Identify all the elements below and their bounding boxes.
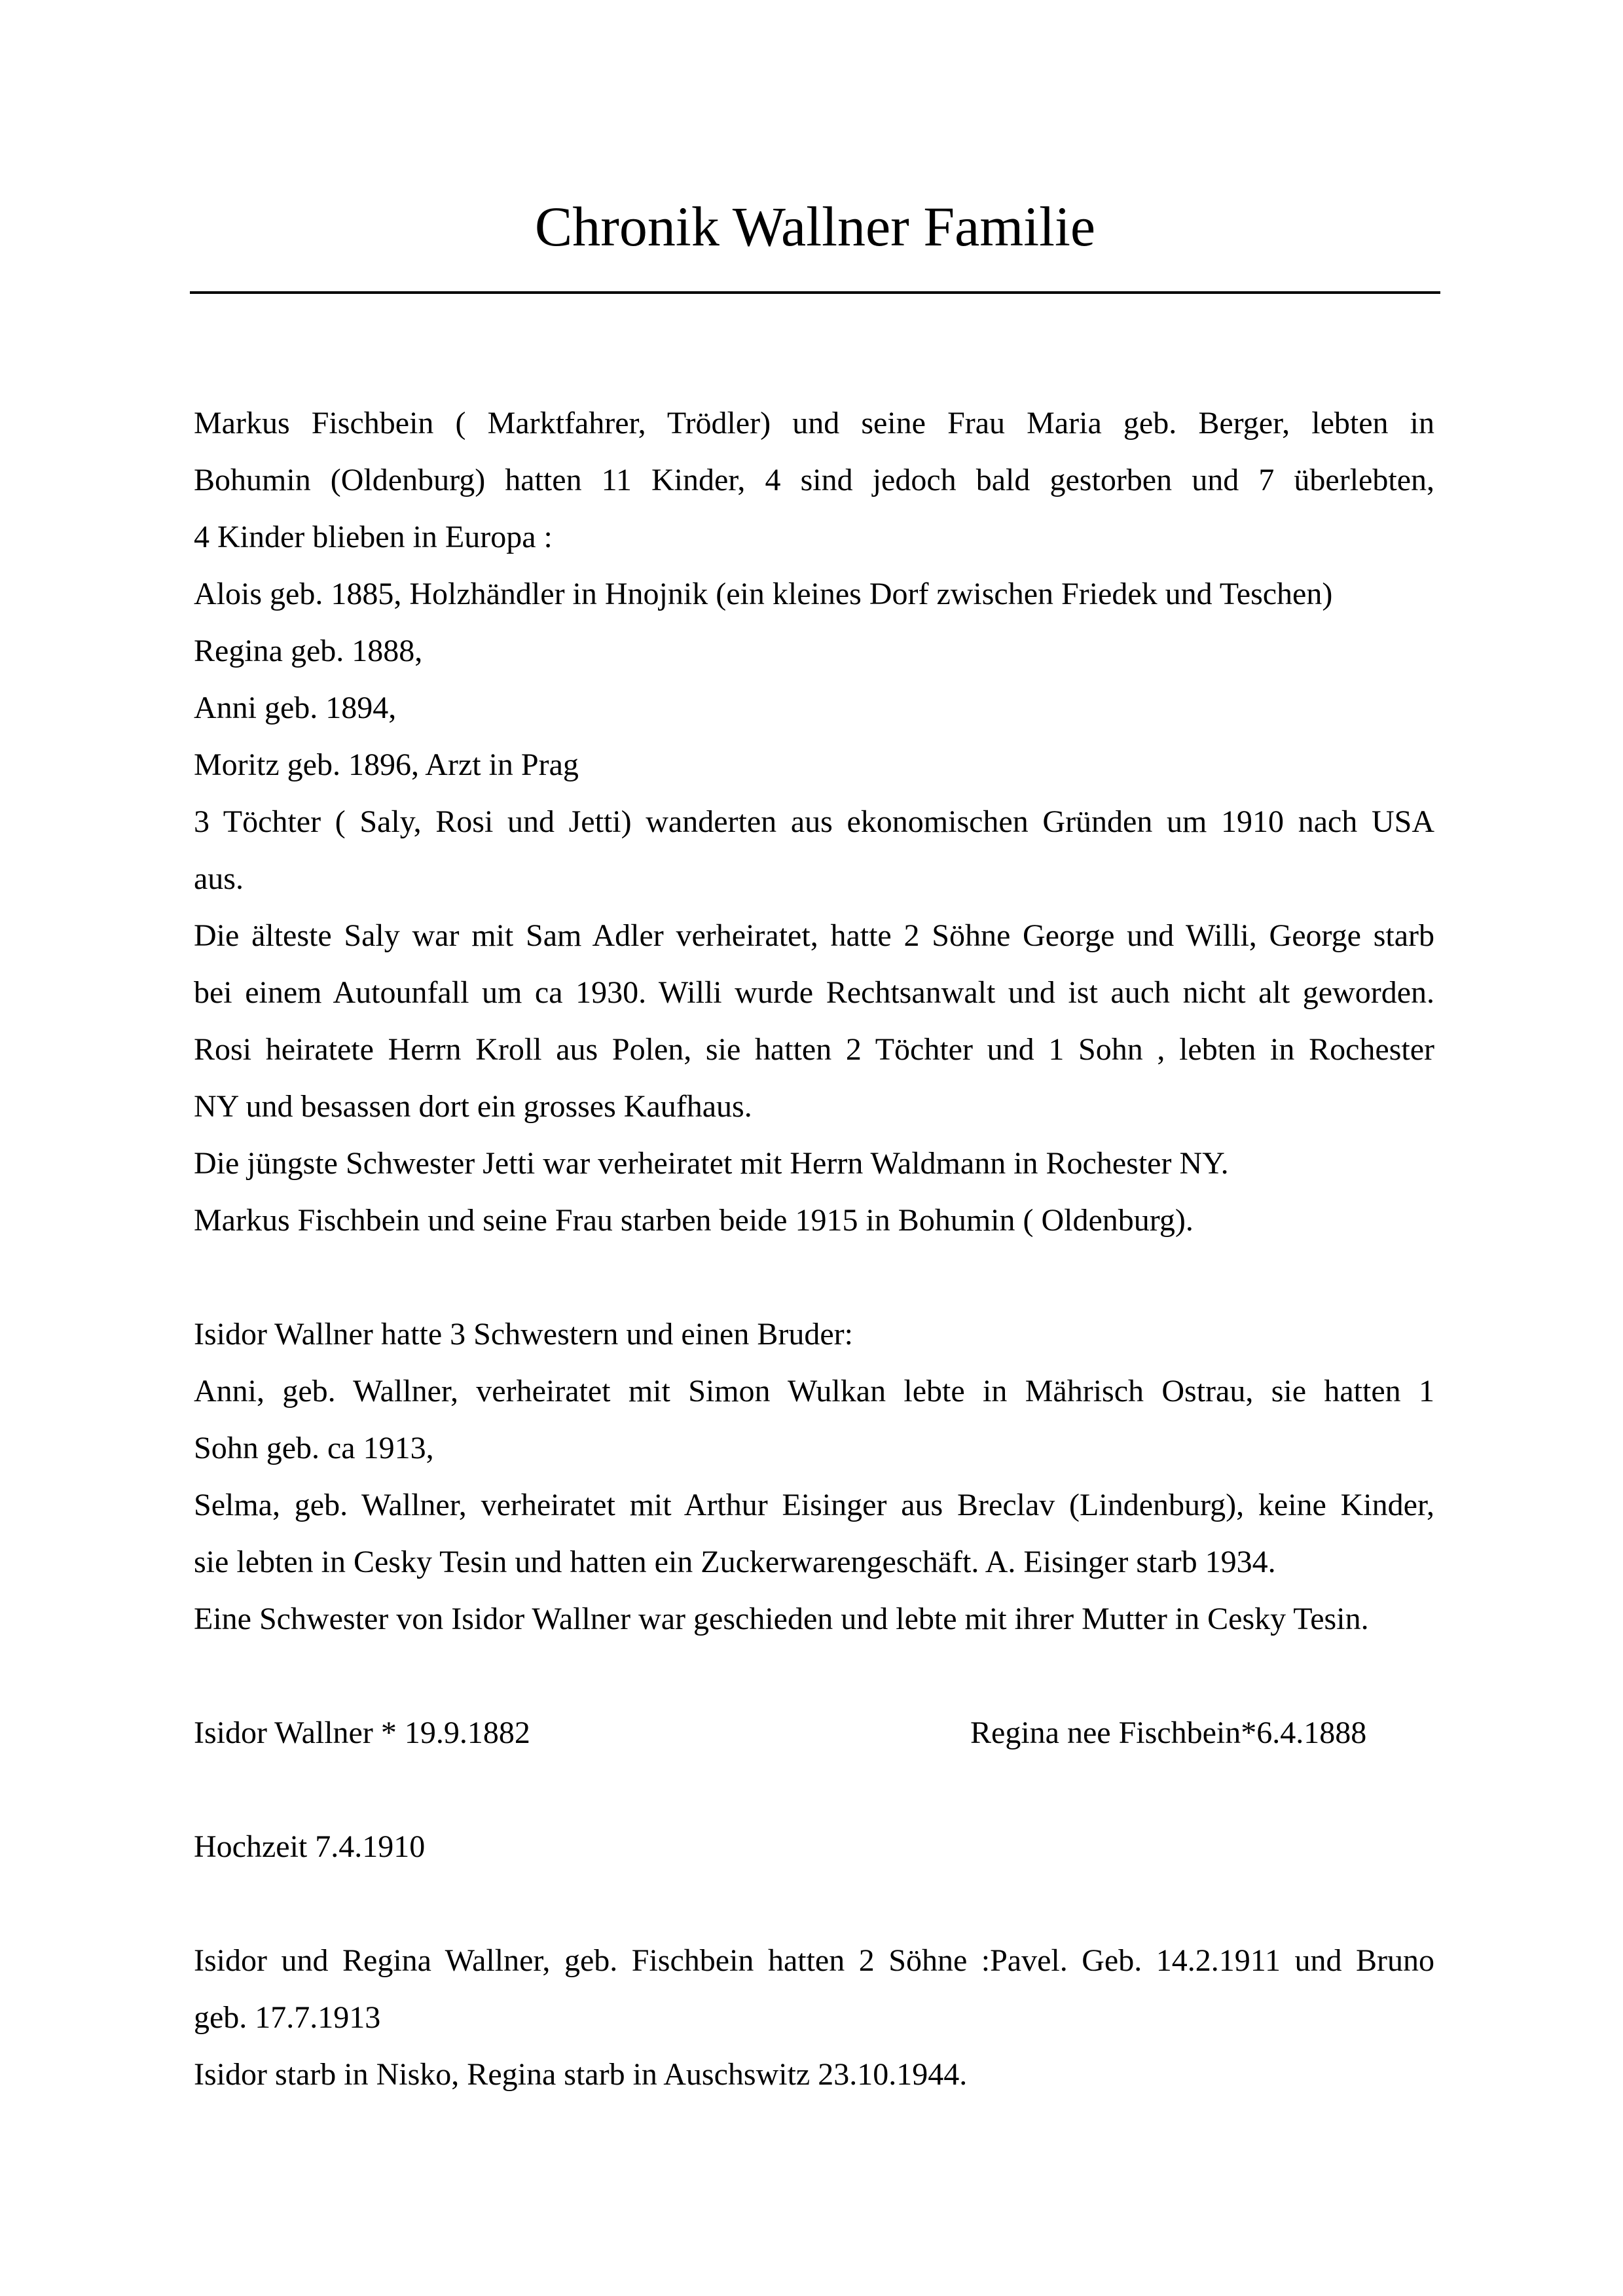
text-line: bei einem Autounfall um ca 1930. Willi wurde Rechtsanwalt und ist auch nicht alt geworden. [194,975,1434,1010]
title-underline [190,291,1440,294]
text-line: sie lebten in Cesky Tesin und hatten ein Zuckerwarengeschäft. A. Eisinger starb 1934. [194,1545,1276,1579]
text-line: NY und besassen dort ein grosses Kaufhaus. [194,1089,752,1124]
text-line: Isidor und Regina Wallner, geb. Fischbein hatten 2 Söhne :Pavel. Geb. 14.2.1911 und Bruno [194,1943,1434,1978]
text-line: Bohumin (Oldenburg) hatten 11 Kinder, 4 sind jedoch bald gestorben und 7 überlebten, [194,463,1434,497]
document-title: Chronik Wallner Familie [534,195,1096,258]
isidor-birth-date: Isidor Wallner * 19.9.1882 [194,1715,530,1750]
text-line: Isidor Wallner hatte 3 Schwestern und einen Bruder: [194,1317,853,1352]
text-line: Alois geb. 1885, Holzhändler in Hnojnik (ein kleines Dorf zwischen Friedek und Teschen) [194,577,1333,611]
text-line: Markus Fischbein ( Marktfahrer, Trödler) und seine Frau Maria geb. Berger, lebten in [194,406,1434,440]
text-line: Rosi heiratete Herrn Kroll aus Polen, sie hatten 2 Töchter und 1 Sohn , lebten in Rochester [194,1032,1434,1067]
text-line: Moritz geb. 1896, Arzt in Prag [194,747,579,782]
text-line: Die älteste Saly war mit Sam Adler verheiratet, hatte 2 Söhne George und Willi, George starb [194,918,1434,953]
text-line: Markus Fischbein und seine Frau starben beide 1915 in Bohumin ( Oldenburg). [194,1203,1194,1238]
text-line: Anni, geb. Wallner, verheiratet mit Simon Wulkan lebte in Mährisch Ostrau, sie hatten 1 [194,1374,1434,1408]
wedding-date: Hochzeit 7.4.1910 [194,1829,426,1864]
text-line: Sohn geb. ca 1913, [194,1431,434,1465]
text-line: Die jüngste Schwester Jetti war verheiratet mit Herrn Waldmann in Rochester NY. [194,1146,1229,1181]
text-line: 4 Kinder blieben in Europa : [194,520,553,554]
text-line: Isidor starb in Nisko, Regina starb in Auschswitz 23.10.1944. [194,2057,968,2092]
regina-birth-date: Regina nee Fischbein*6.4.1888 [970,1715,1367,1750]
text-line: aus. [194,861,244,896]
text-line: Anni geb. 1894, [194,691,397,725]
text-line: Selma, geb. Wallner, verheiratet mit Arthur Eisinger aus Breclav (Lindenburg), keine Kinder, [194,1488,1434,1522]
text-line: Eine Schwester von Isidor Wallner war geschieden und lebte mit ihrer Mutter in Cesky Tesin. [194,1602,1369,1636]
text-line: geb. 17.7.1913 [194,2000,381,2035]
text-line: 3 Töchter ( Saly, Rosi und Jetti) wanderten aus ekonomischen Gründen um 1910 nach USA [194,804,1434,839]
text-line: Regina geb. 1888, [194,634,423,668]
